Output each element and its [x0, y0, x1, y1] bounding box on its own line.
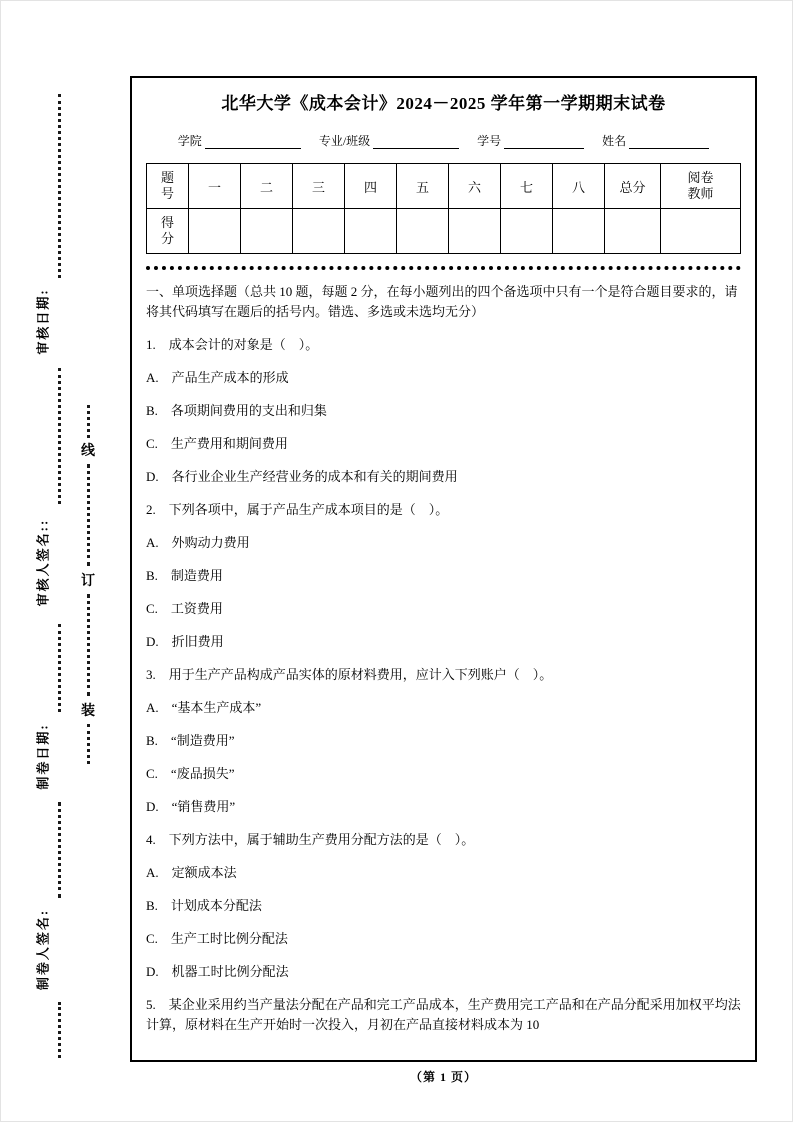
question-2-option-c: C. 工资费用: [146, 601, 223, 616]
question-1-option-d: D. 各行业企业生产经营业务的成本和有关的期间费用: [146, 469, 458, 484]
name-field: [602, 132, 709, 149]
score-cell: [189, 209, 241, 254]
dotted-separator: [146, 266, 741, 270]
score-cell: [397, 209, 449, 254]
dotted-line-segment: [58, 368, 61, 504]
question-2-option-d: D. 折旧费用: [146, 634, 224, 649]
score-column-header: 三: [293, 164, 345, 209]
binding-char-ding: 订: [81, 574, 95, 589]
paper-making-date-label: 制卷日期:: [35, 723, 51, 790]
question-2-stem: 2. 下列各项中，属于产品生产成本项目的是（ ）。: [146, 502, 449, 517]
question-3-option-d: D. “销售费用”: [146, 799, 236, 814]
question-2-option-a: A. 外购动力费用: [146, 535, 250, 550]
question-3-option-b: B. “制造费用”: [146, 733, 235, 748]
dotted-line-segment: [58, 94, 61, 278]
score-table-corner-question-number: [147, 164, 189, 209]
binding-dotted-line-segment: [87, 594, 90, 696]
college-fill-line: [205, 136, 301, 149]
student-id-field: [477, 132, 584, 149]
review-date-label: 审核日期:: [35, 288, 51, 355]
page-footer: （第 1 页）: [409, 1070, 477, 1084]
binding-dotted-line-segment: [87, 464, 90, 566]
dotted-line-segment: [58, 624, 61, 712]
section-title: 一、单项选择题（总共 10 题，每题 2 分，在每小题列出的四个备选项中只有一个是符合题目要求的，请将其代码填写在题后的括号内。错选、多选或未选均无分）: [146, 284, 738, 319]
score-cell: [293, 209, 345, 254]
grader-header-label: 阅卷教师: [687, 169, 714, 201]
score-cell: [345, 209, 397, 254]
question-5-stem: 5. 某企业采用约当产量法分配在产品和完工产品成本，生产费用完工产品和在产品分配采用加权平均法计算，原材料在生产开始时一次投入，月初在产品直接材料成本为 10: [146, 997, 741, 1032]
question-3-option-c: C. “废品损失”: [146, 766, 235, 781]
score-table-score-row: [147, 209, 741, 254]
question-number-header: 题号: [160, 169, 174, 201]
question-2-option-b: B. 制造费用: [146, 568, 223, 583]
exam-title: 北华大学《成本会计》2024－2025 学年第一学期期末试卷: [221, 94, 666, 113]
class-fill-line: [373, 136, 459, 149]
class-field: [319, 132, 459, 149]
score-cell: [553, 209, 605, 254]
score-table: [146, 163, 741, 254]
question-4-option-a: A. 定额成本法: [146, 865, 237, 880]
question-1-stem: 1. 成本会计的对象是（ ）。: [146, 337, 319, 352]
total-score-header: 总分: [605, 164, 661, 209]
score-cell: [241, 209, 293, 254]
exam-frame: [130, 76, 757, 1062]
class-field-label: 专业/班级: [318, 134, 371, 148]
dotted-line-segment: [58, 802, 61, 898]
dotted-line-segment: [58, 1002, 61, 1058]
score-header: 得分: [160, 214, 174, 246]
student-id-field-label: 学号: [477, 134, 502, 148]
student-id-fill-line: [504, 136, 584, 149]
binding-dotted-line-segment: [87, 724, 90, 764]
binding-dotted-line-segment: [87, 405, 90, 438]
name-fill-line: [629, 136, 709, 149]
paper-maker-signature-label: 制卷人签名:: [35, 908, 51, 991]
grader-header: [661, 164, 741, 209]
score-table-header-row: [147, 164, 741, 209]
reviewer-signature-label: 审核人签名::: [35, 518, 51, 607]
question-4-stem: 4. 下列方法中，属于辅助生产费用分配方法的是（ ）。: [146, 832, 475, 847]
score-column-header: 七: [501, 164, 553, 209]
question-4-option-c: C. 生产工时比例分配法: [146, 931, 288, 946]
question-4-option-b: B. 计划成本分配法: [146, 898, 262, 913]
score-column-header: 五: [397, 164, 449, 209]
name-field-label: 姓名: [602, 134, 627, 148]
score-table-corner-score: [147, 209, 189, 254]
score-cell: [449, 209, 501, 254]
score-column-header: 二: [241, 164, 293, 209]
score-cell: [501, 209, 553, 254]
question-4-option-d: D. 机器工时比例分配法: [146, 964, 289, 979]
college-field-label: 学院: [177, 134, 202, 148]
question-1-option-a: A. 产品生产成本的形成: [146, 370, 289, 385]
question-1-option-c: C. 生产费用和期间费用: [146, 436, 288, 451]
college-field: [178, 132, 301, 149]
score-column-header: 八: [553, 164, 605, 209]
question-3-stem: 3. 用于生产产品构成产品实体的原材料费用，应计入下列账户（ ）。: [146, 667, 553, 682]
question-3-option-a: A. “基本生产成本”: [146, 700, 262, 715]
student-info-row: [146, 132, 741, 149]
score-column-header: 四: [345, 164, 397, 209]
binding-char-zhuang: 装: [81, 704, 95, 719]
binding-char-line: 线: [81, 444, 95, 459]
score-column-header: 六: [449, 164, 501, 209]
total-score-cell: [605, 209, 661, 254]
grader-cell: [661, 209, 741, 254]
question-1-option-b: B. 各项期间费用的支出和归集: [146, 403, 327, 418]
score-column-header: 一: [189, 164, 241, 209]
